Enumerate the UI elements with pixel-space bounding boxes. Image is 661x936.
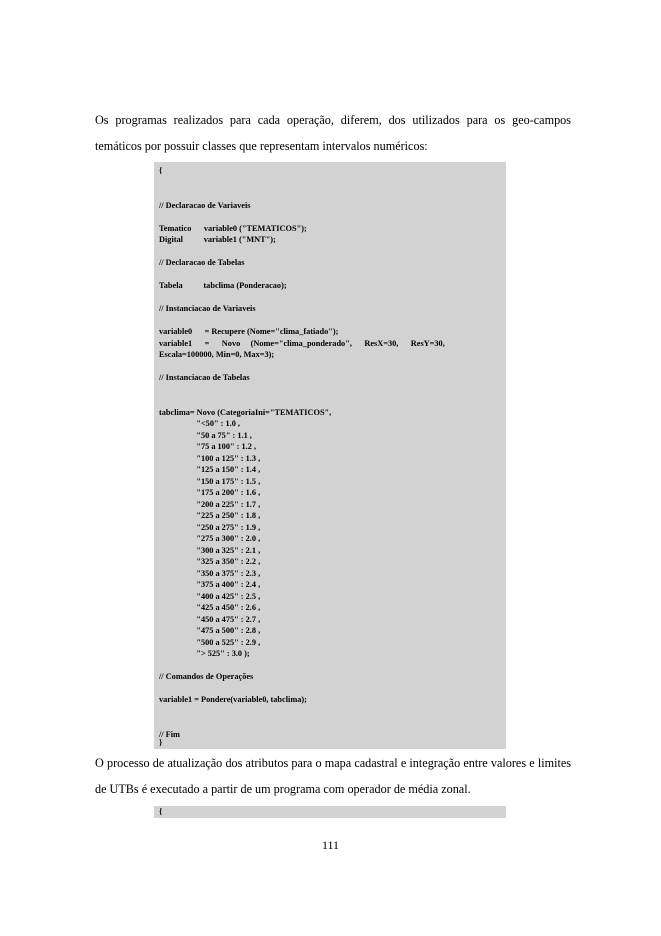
code-line: "475 a 500" : 2.8 , (159, 626, 261, 635)
code-line: "325 a 350" : 2.2 , (159, 557, 261, 566)
code-line (159, 315, 445, 327)
code-line: // Comandos de Operações (159, 672, 254, 681)
code-line: // Instanciacao de Variaveis (159, 304, 256, 313)
code-line: "425 a 450" : 2.6 , (159, 603, 261, 612)
code-line: variable0 = Recupere (Nome="clima_fatiado"); (159, 327, 339, 336)
code-line: "100 a 125" : 1.3 , (159, 453, 261, 463)
code-line: "50 a 75" : 1.1 , (159, 430, 252, 440)
code-close-brace: } (159, 738, 163, 747)
code-open-brace-2: { (159, 807, 163, 816)
code-line: "225 a 250" : 1.8 , (159, 511, 261, 520)
code-line (159, 717, 445, 729)
process-paragraph: O processo de atualização dos atributos para o mapa cadastral e integração entre valores e limites de UTBs é executado a partir de um programa com operador de média zonal. (95, 756, 571, 796)
code-line (159, 395, 445, 407)
code-line: variable1 = Novo (Nome="clima_ponderado", ResX=30, ResY=30, (159, 338, 445, 348)
code-line (159, 706, 445, 718)
code-line (159, 660, 445, 672)
code-line: "> 525" : 3.0 ); (159, 649, 250, 658)
code-line: "400 a 425" : 2.5 , (159, 591, 261, 601)
code-line: // Instanciacao de Tabelas (159, 373, 250, 382)
code-line: "150 a 175" : 1.5 , (159, 476, 261, 486)
code-line: "450 a 475" : 2.7 , (159, 614, 261, 624)
code-line (159, 246, 445, 258)
code-line: Tematico variable0 ("TEMATICOS"); (159, 223, 307, 233)
intro-paragraph: Os programas realizados para cada operação, diferem, dos utilizados para os geo-campos temáticos por possuir classes que representam intervalos numéricos: (95, 113, 571, 153)
code-line: "200 a 225" : 1.7 , (159, 499, 261, 509)
code-line (159, 269, 445, 281)
code-line: // Declaracao de Variaveis (159, 200, 251, 210)
code-block (154, 162, 506, 749)
code-line (159, 211, 445, 223)
page-number: 111 (321, 838, 340, 852)
code-open-brace: { (159, 166, 163, 175)
code-line (159, 292, 445, 304)
code-line: "500 a 525" : 2.9 , (159, 637, 261, 647)
code-line: "300 a 325" : 2.1 , (159, 545, 261, 555)
code-line: "125 a 150" : 1.4 , (159, 465, 261, 474)
code-line: "250 a 275" : 1.9 , (159, 522, 261, 532)
code-line: "175 a 200" : 1.6 , (159, 488, 261, 497)
code-line: // Declaracao de Tabelas (159, 258, 245, 267)
code-line: "<50" : 1.0 , (159, 419, 241, 428)
code-line: "275 a 300" : 2.0 , (159, 534, 261, 543)
code-line: "350 a 375" : 2.3 , (159, 568, 261, 578)
code-line: "375 a 400" : 2.4 , (159, 580, 261, 589)
code-line (159, 384, 445, 396)
code-line (159, 188, 445, 200)
code-line: variable1 = Pondere(variable0, tabclima); (159, 695, 307, 704)
code-line: "75 a 100" : 1.2 , (159, 442, 257, 451)
code-block-2 (154, 806, 506, 818)
code-line (159, 177, 445, 189)
code-line: Escala=100000, Min=0, Max=3); (159, 350, 275, 359)
code-line: Digital variable1 ("MNT"); (159, 235, 276, 244)
code-text (159, 165, 445, 740)
code-line: // Fim (159, 729, 180, 739)
code-line: Tabela tabclima (Ponderacao); (159, 281, 287, 290)
code-line: tabclima= Novo (CategoriaIni="TEMATICOS", (159, 407, 332, 417)
code-line (159, 683, 445, 695)
code-line (159, 361, 445, 373)
